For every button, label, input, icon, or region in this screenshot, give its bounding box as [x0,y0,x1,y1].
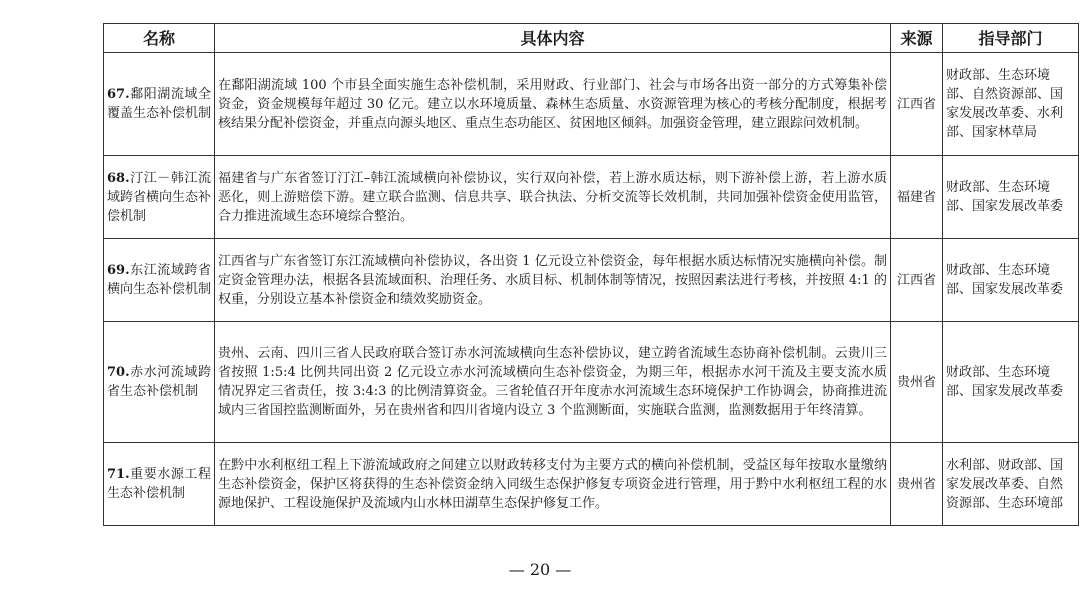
row-content: 在黔中水利枢纽工程上下游流域政府之间建立以财政转移支付为主要方式的横向补偿机制，受益区每年按取水量缴纳生态补偿资金，保护区将获得的生态补偿资金纳入同级生态保护修复专项资金进行管理，用于黔中水利枢纽工程的水源地保护、工程设施保护及流域内山水林田湖草生态保护修复工作。 [215,443,891,526]
row-name-cell [104,53,215,156]
row-dept: 财政部、生态环境部、国家发展改革委 [943,156,1079,239]
row-number: 71. [107,467,130,482]
header-content: 具体内容 [215,24,891,53]
row-number: 70. [107,365,130,380]
row-source: 贵州省 [891,443,943,526]
row-name: 重要水源工程生态补偿机制 [107,467,211,501]
header-dept: 指导部门 [943,24,1079,53]
row-content: 贵州、云南、四川三省人民政府联合签订赤水河流域横向生态补偿协议，建立跨省流域生态协商补偿机制。云贵川三省按照 1:5:4 比例共同出资 2 亿元设立赤水河流域横向生态补偿资金，为期三年，根据赤水河干流及主要支流水质情况界定三省责任，按 3:4:3 的比例清算资金。三省轮值召开年度赤水河流域生态环境保护工作协调会，协商推进流域内三省国控监测断面外，另在贵州省和四川省境内设立 3 个监测断面，实施联合监测，监测数据用于年终清算。 [215,322,891,443]
table-row [104,443,1079,526]
table-header-row [104,24,1079,53]
row-name: 东江流域跨省横向生态补偿机制 [107,263,212,297]
row-source: 江西省 [891,239,943,322]
row-dept: 财政部、生态环境部、自然资源部、国家发展改革委、水利部、国家林草局 [943,53,1079,156]
row-dept: 财政部、生态环境部、国家发展改革委 [943,239,1079,322]
row-name-cell [104,156,215,239]
header-name: 名称 [104,24,215,53]
row-name: 赤水河流域跨省生态补偿机制 [107,365,211,399]
row-dept: 水利部、财政部、国家发展改革委、自然资源部、生态环境部 [943,443,1079,526]
page-number: — 20 — [508,560,572,579]
table-row [104,53,1079,156]
row-dept: 财政部、生态环境部、国家发展改革委 [943,322,1079,443]
row-name: 鄱阳湖流域全覆盖生态补偿机制 [107,87,212,121]
row-name: 汀江－韩江流域跨省横向生态补偿机制 [107,170,212,224]
row-content: 福建省与广东省签订汀江–韩江流域横向补偿协议，实行双向补偿，若上游水质达标，则下游补偿上游，若上游水质恶化，则上游赔偿下游。建立联合监测、信息共享、联合执法、分析交流等长效机制，共同加强补偿资金使用监管，合力推进流域生态环境综合整治。 [215,156,891,239]
row-content: 江西省与广东省签订东江流域横向补偿协议，各出资 1 亿元设立补偿资金，每年根据水质达标情况实施横向补偿。制定资金管理办法，根据各县流域面积、治理任务、水质目标、机制体制等情况，按照因素法进行考核，并按照 4:1 的权重，分别设立基本补偿资金和绩效奖励资金。 [215,239,891,322]
row-number: 68. [107,170,130,186]
row-source: 贵州省 [891,322,943,443]
row-number: 69. [107,263,130,278]
row-source: 福建省 [891,156,943,239]
row-content: 在鄱阳湖流域 100 个市县全面实施生态补偿机制，采用财政、行业部门、社会与市场各出资一部分的方式筹集补偿资金，资金规模每年超过 30 亿元。建立以水环境质量、森林生态质量、水资源管理为核心的考核分配制度，根据考核结果分配补偿资金，并重点向源头地区、重点生态功能区、贫困地区倾斜。加强资金管理，建立跟踪问效机制。 [215,53,891,156]
row-number: 67. [107,87,130,102]
policy-table [103,23,1079,526]
header-source: 来源 [891,24,943,53]
row-name-cell [104,239,215,322]
row-source: 江西省 [891,53,943,156]
table-row [104,322,1079,443]
table-row [104,156,1079,239]
row-name-cell [104,322,215,443]
row-name-cell [104,443,215,526]
table-row [104,239,1079,322]
